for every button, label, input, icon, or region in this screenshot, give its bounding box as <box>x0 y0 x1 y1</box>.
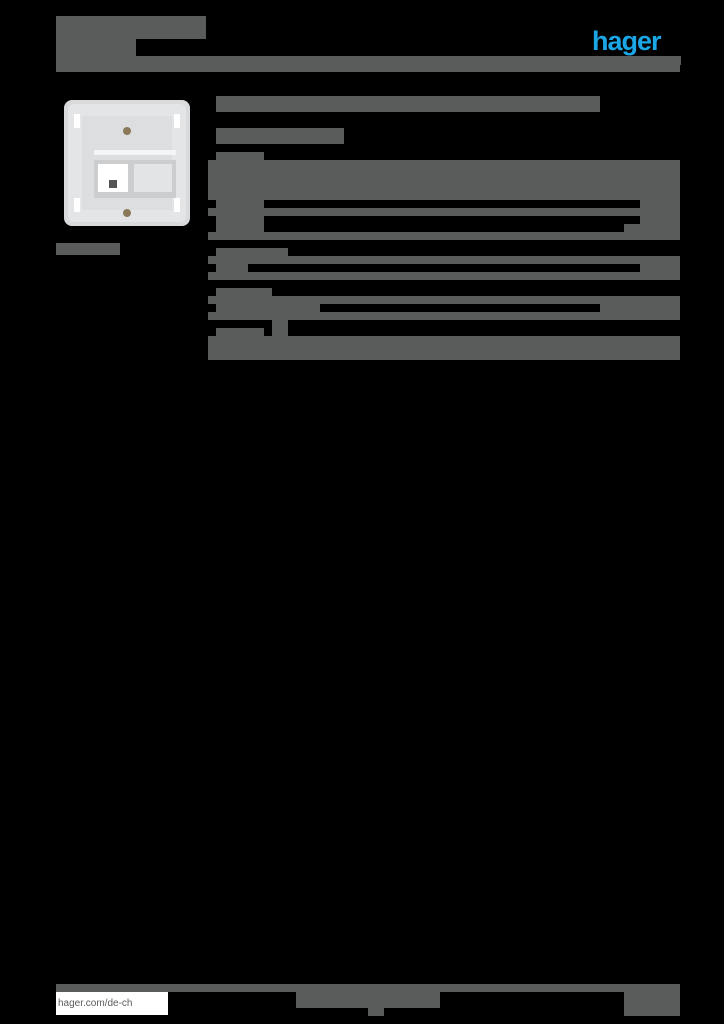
sub-heading <box>216 128 344 144</box>
header-title <box>56 16 206 39</box>
table-row-2-value <box>640 200 680 224</box>
table-row-4-bottom <box>208 272 680 280</box>
header-rule <box>56 56 680 72</box>
table-row-1 <box>208 160 680 200</box>
table-row-3 <box>208 232 680 240</box>
logo-tagline <box>591 56 681 65</box>
footer-url-link[interactable]: hager.com/de-ch <box>56 992 168 1015</box>
hager-logo: hager <box>592 26 661 56</box>
footer-doc-info-tail <box>368 1000 384 1016</box>
product-caption <box>56 243 120 255</box>
footer-page-number <box>624 984 680 1016</box>
main-heading <box>216 96 600 112</box>
table-row-3-value <box>624 224 680 240</box>
product-image <box>62 98 192 228</box>
table-row-5-bottom <box>208 312 680 320</box>
table-row-4 <box>208 256 680 264</box>
table-row-2-label <box>216 200 264 232</box>
table-row-6 <box>208 336 680 360</box>
table-row-2 <box>208 208 680 216</box>
